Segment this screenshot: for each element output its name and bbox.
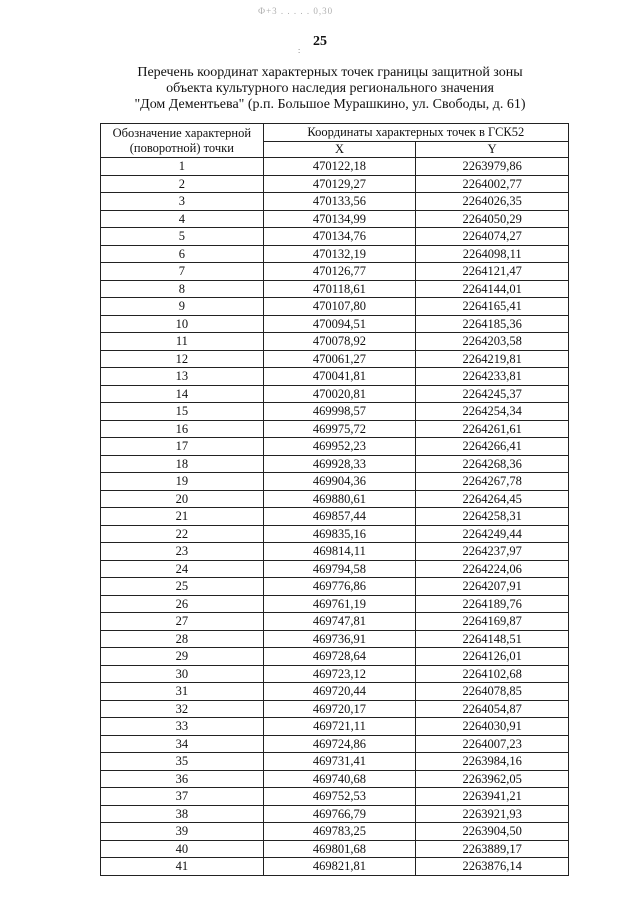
- x-coordinate-cell: 469952,23: [263, 438, 416, 456]
- table-body: [101, 158, 569, 876]
- point-number-cell: 25: [101, 578, 264, 596]
- x-coordinate-cell: 470094,51: [263, 315, 416, 333]
- table-row: [101, 718, 569, 736]
- table-row: [101, 595, 569, 613]
- point-number-cell: 20: [101, 490, 264, 508]
- point-column-header: Обозначение характерной (поворотной) точки: [101, 124, 264, 158]
- x-coordinate-cell: 470061,27: [263, 350, 416, 368]
- table-row: [101, 403, 569, 421]
- table-row: [101, 298, 569, 316]
- table-row: [101, 525, 569, 543]
- y-coordinate-cell: 2264165,41: [416, 298, 569, 316]
- point-number-cell: 8: [101, 280, 264, 298]
- point-number-cell: 26: [101, 595, 264, 613]
- y-coordinate-cell: 2263941,21: [416, 788, 569, 806]
- point-number-cell: 13: [101, 368, 264, 386]
- y-coordinate-cell: 2264054,87: [416, 700, 569, 718]
- x-coordinate-cell: 469857,44: [263, 508, 416, 526]
- x-coordinate-cell: 470118,61: [263, 280, 416, 298]
- table-row: [101, 228, 569, 246]
- point-number-cell: 12: [101, 350, 264, 368]
- point-number-cell: 33: [101, 718, 264, 736]
- point-number-cell: 7: [101, 263, 264, 281]
- table-row: [101, 455, 569, 473]
- x-coordinate-cell: 470129,27: [263, 175, 416, 193]
- y-coordinate-cell: 2264002,77: [416, 175, 569, 193]
- y-coordinate-cell: 2264258,31: [416, 508, 569, 526]
- y-coordinate-cell: 2264074,27: [416, 228, 569, 246]
- table-header-row: [101, 124, 569, 142]
- point-number-cell: 21: [101, 508, 264, 526]
- x-coordinate-cell: 470132,19: [263, 245, 416, 263]
- y-coordinate-cell: 2264268,36: [416, 455, 569, 473]
- y-coordinate-cell: 2263889,17: [416, 840, 569, 858]
- table-row: [101, 823, 569, 841]
- table-row: [101, 438, 569, 456]
- x-coordinate-cell: 469736,91: [263, 630, 416, 648]
- title-line-2: объекта культурного наследия регионального значения: [166, 81, 494, 96]
- point-number-cell: 29: [101, 648, 264, 666]
- table-row: [101, 420, 569, 438]
- point-number-cell: 1: [101, 158, 264, 176]
- y-coordinate-cell: 2264098,11: [416, 245, 569, 263]
- x-coordinate-cell: 470126,77: [263, 263, 416, 281]
- table-row: [101, 508, 569, 526]
- coordinates-table: [100, 123, 569, 876]
- table-row: [101, 788, 569, 806]
- x-coordinate-cell: 469975,72: [263, 420, 416, 438]
- y-coordinate-cell: 2264264,45: [416, 490, 569, 508]
- table-row: [101, 280, 569, 298]
- point-number-cell: 2: [101, 175, 264, 193]
- table-row: [101, 613, 569, 631]
- point-number-cell: 35: [101, 753, 264, 771]
- x-coordinate-cell: 469904,36: [263, 473, 416, 491]
- table-row: [101, 735, 569, 753]
- y-coordinate-cell: 2264121,47: [416, 263, 569, 281]
- y-coordinate-cell: 2263962,05: [416, 770, 569, 788]
- registration-stamp: Ф+3 . . . . . 0,30: [258, 6, 334, 16]
- x-coordinate-cell: 470133,56: [263, 193, 416, 211]
- point-number-cell: 15: [101, 403, 264, 421]
- table-row: [101, 368, 569, 386]
- point-number-cell: 38: [101, 805, 264, 823]
- y-coordinate-cell: 2264189,76: [416, 595, 569, 613]
- page-number: 25: [313, 34, 327, 49]
- point-number-cell: 5: [101, 228, 264, 246]
- x-coordinate-cell: 469880,61: [263, 490, 416, 508]
- point-number-cell: 28: [101, 630, 264, 648]
- x-coordinate-cell: 470134,76: [263, 228, 416, 246]
- point-number-cell: 34: [101, 735, 264, 753]
- table-row: [101, 770, 569, 788]
- y-coordinate-cell: 2264007,23: [416, 735, 569, 753]
- document-title: [100, 65, 560, 113]
- y-coordinate-cell: 2264233,81: [416, 368, 569, 386]
- x-coordinate-cell: 469766,79: [263, 805, 416, 823]
- y-coordinate-cell: 2264026,35: [416, 193, 569, 211]
- table-row: [101, 665, 569, 683]
- table-row: [101, 840, 569, 858]
- y-coordinate-cell: 2264030,91: [416, 718, 569, 736]
- title-line-3: "Дом Дементьева" (р.п. Большое Мурашкино, ул. Свободы, д. 61): [134, 97, 526, 112]
- point-number-cell: 11: [101, 333, 264, 351]
- y-coordinate-cell: 2263921,93: [416, 805, 569, 823]
- x-coordinate-cell: 469747,81: [263, 613, 416, 631]
- point-number-cell: 18: [101, 455, 264, 473]
- x-coordinate-cell: 469728,64: [263, 648, 416, 666]
- point-number-cell: 4: [101, 210, 264, 228]
- point-number-cell: 19: [101, 473, 264, 491]
- point-number-cell: 16: [101, 420, 264, 438]
- x-coordinate-cell: 469724,86: [263, 735, 416, 753]
- y-coordinate-cell: 2264102,68: [416, 665, 569, 683]
- table-row: [101, 175, 569, 193]
- x-coordinate-cell: 469776,86: [263, 578, 416, 596]
- x-coordinate-cell: 470041,81: [263, 368, 416, 386]
- x-coordinate-cell: 469752,53: [263, 788, 416, 806]
- point-number-cell: 27: [101, 613, 264, 631]
- table-row: [101, 193, 569, 211]
- table-row: [101, 543, 569, 561]
- point-number-cell: 39: [101, 823, 264, 841]
- point-number-cell: 36: [101, 770, 264, 788]
- table-row: [101, 490, 569, 508]
- table-row: [101, 263, 569, 281]
- x-coordinate-cell: 470134,99: [263, 210, 416, 228]
- x-coordinate-cell: 469720,17: [263, 700, 416, 718]
- table-row: [101, 333, 569, 351]
- coordinates-column-header: Координаты характерных точек в ГСК52: [263, 124, 568, 142]
- table-row: [101, 385, 569, 403]
- x-coordinate-cell: 469740,68: [263, 770, 416, 788]
- y-coordinate-cell: 2263876,14: [416, 858, 569, 876]
- y-coordinate-cell: 2264148,51: [416, 630, 569, 648]
- scan-mark: :: [298, 46, 301, 55]
- x-coordinate-cell: 470078,92: [263, 333, 416, 351]
- y-coordinate-cell: 2264224,06: [416, 560, 569, 578]
- y-coordinate-cell: 2263904,50: [416, 823, 569, 841]
- x-coordinate-cell: 469928,33: [263, 455, 416, 473]
- x-coordinate-cell: 469731,41: [263, 753, 416, 771]
- x-coordinate-cell: 469720,44: [263, 683, 416, 701]
- y-coordinate-cell: 2264207,91: [416, 578, 569, 596]
- x-coordinate-cell: 469801,68: [263, 840, 416, 858]
- y-coordinate-cell: 2264249,44: [416, 525, 569, 543]
- table-row: [101, 858, 569, 876]
- x-coordinate-cell: 469998,57: [263, 403, 416, 421]
- y-coordinate-cell: 2263984,16: [416, 753, 569, 771]
- point-number-cell: 41: [101, 858, 264, 876]
- title-line-1: Перечень координат характерных точек границы защитной зоны: [137, 65, 523, 80]
- point-number-cell: 22: [101, 525, 264, 543]
- table-row: [101, 753, 569, 771]
- point-number-cell: 24: [101, 560, 264, 578]
- table-row: [101, 473, 569, 491]
- point-number-cell: 31: [101, 683, 264, 701]
- y-coordinate-cell: 2264245,37: [416, 385, 569, 403]
- x-coordinate-cell: 469821,81: [263, 858, 416, 876]
- table-row: [101, 630, 569, 648]
- x-coordinate-cell: 469723,12: [263, 665, 416, 683]
- point-number-cell: 9: [101, 298, 264, 316]
- point-number-cell: 6: [101, 245, 264, 263]
- x-coordinate-cell: 469783,25: [263, 823, 416, 841]
- y-coordinate-cell: 2264266,41: [416, 438, 569, 456]
- x-column-header: X: [263, 142, 416, 158]
- x-coordinate-cell: 469814,11: [263, 543, 416, 561]
- table-row: [101, 700, 569, 718]
- point-number-cell: 23: [101, 543, 264, 561]
- y-coordinate-cell: 2264185,36: [416, 315, 569, 333]
- y-column-header: Y: [416, 142, 569, 158]
- y-coordinate-cell: 2264050,29: [416, 210, 569, 228]
- point-number-cell: 17: [101, 438, 264, 456]
- table-row: [101, 158, 569, 176]
- y-coordinate-cell: 2263979,86: [416, 158, 569, 176]
- y-coordinate-cell: 2264267,78: [416, 473, 569, 491]
- x-coordinate-cell: 470107,80: [263, 298, 416, 316]
- point-number-cell: 40: [101, 840, 264, 858]
- point-number-cell: 14: [101, 385, 264, 403]
- y-coordinate-cell: 2264219,81: [416, 350, 569, 368]
- x-coordinate-cell: 469835,16: [263, 525, 416, 543]
- y-coordinate-cell: 2264169,87: [416, 613, 569, 631]
- x-coordinate-cell: 470122,18: [263, 158, 416, 176]
- y-coordinate-cell: 2264126,01: [416, 648, 569, 666]
- point-number-cell: 37: [101, 788, 264, 806]
- table-row: [101, 578, 569, 596]
- point-number-cell: 3: [101, 193, 264, 211]
- table-row: [101, 648, 569, 666]
- y-coordinate-cell: 2264261,61: [416, 420, 569, 438]
- x-coordinate-cell: 469761,19: [263, 595, 416, 613]
- point-number-cell: 10: [101, 315, 264, 333]
- table-row: [101, 315, 569, 333]
- table-row: [101, 210, 569, 228]
- x-coordinate-cell: 469721,11: [263, 718, 416, 736]
- x-coordinate-cell: 470020,81: [263, 385, 416, 403]
- point-number-cell: 30: [101, 665, 264, 683]
- table-row: [101, 560, 569, 578]
- y-coordinate-cell: 2264237,97: [416, 543, 569, 561]
- y-coordinate-cell: 2264203,58: [416, 333, 569, 351]
- table-row: [101, 683, 569, 701]
- y-coordinate-cell: 2264144,01: [416, 280, 569, 298]
- point-number-cell: 32: [101, 700, 264, 718]
- y-coordinate-cell: 2264254,34: [416, 403, 569, 421]
- table-row: [101, 245, 569, 263]
- table-row: [101, 350, 569, 368]
- y-coordinate-cell: 2264078,85: [416, 683, 569, 701]
- table-row: [101, 805, 569, 823]
- x-coordinate-cell: 469794,58: [263, 560, 416, 578]
